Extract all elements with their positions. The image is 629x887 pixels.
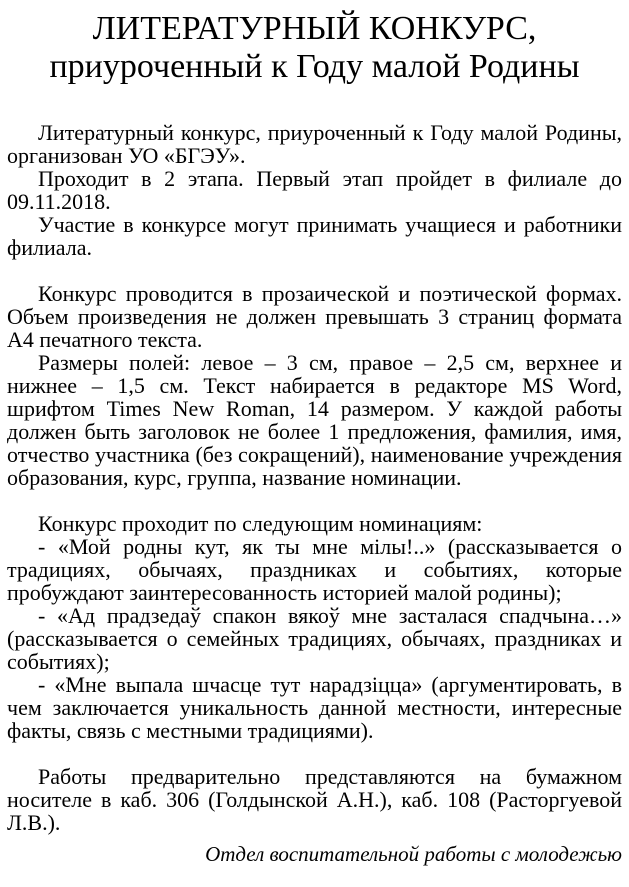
paragraph: - «Ад прадзедаў спакон вякоў мне засталася спадчына…» (рассказывается о семейных традициях, обычаях, праздниках и событиях);	[7, 602, 622, 674]
paragraph: - «Мой родны кут, як ты мне мілы!..» (рассказывается о традициях, обычаях, праздниках и событиях, которые пробуждают заинтересованность историей малой родины);	[7, 533, 622, 605]
paragraphs	[7, 121, 622, 834]
paragraph: Размеры полей: левое – 3 см, правое – 2,5 см, верхнее и нижнее – 1,5 см. Текст набирается в редакторе MS Word, шрифтом Times New Roman, 14 размером. У каждой работы должен быть заголовок не более 1 предложения, фамилия, имя, отчество участника (без сокращений), наименование учреждения образования, курс, группа, название номинации.	[7, 349, 622, 490]
document-body	[7, 121, 622, 866]
document-title: ЛИТЕРАТУРНЫЙ КОНКУРС, приуроченный к Году малой Родины	[49, 10, 580, 86]
signature-line: Отдел воспитательной работы с молодежью	[205, 841, 622, 866]
paragraph: Участие в конкурсе могут принимать учащиеся и работники филиала.	[7, 211, 622, 260]
paragraph: Литературный конкурс, приуроченный к Году малой Родины, организован УО «БГЭУ».	[7, 119, 622, 168]
paragraph: Конкурс проходит по следующим номинациям:	[38, 510, 483, 536]
paragraph: Проходит в 2 этапа. Первый этап пройдет в филиале до 09.11.2018.	[7, 165, 622, 214]
paragraph: Работы предварительно представляются на бумажном носителе в каб. 306 (Голдынской А.Н.), каб. 108 (Расторгуевой Л.В.).	[7, 763, 622, 835]
paragraph: Конкурс проводится в прозаической и поэтической формах. Объем произведения не должен превышать 3 страниц формата А4 печатного текста.	[7, 280, 622, 352]
paragraph: - «Мне выпала шчасце тут нарадзіцца» (аргументировать, в чем заключается уникальность данной местности, интересные факты, связь с местными традициями).	[7, 671, 622, 743]
